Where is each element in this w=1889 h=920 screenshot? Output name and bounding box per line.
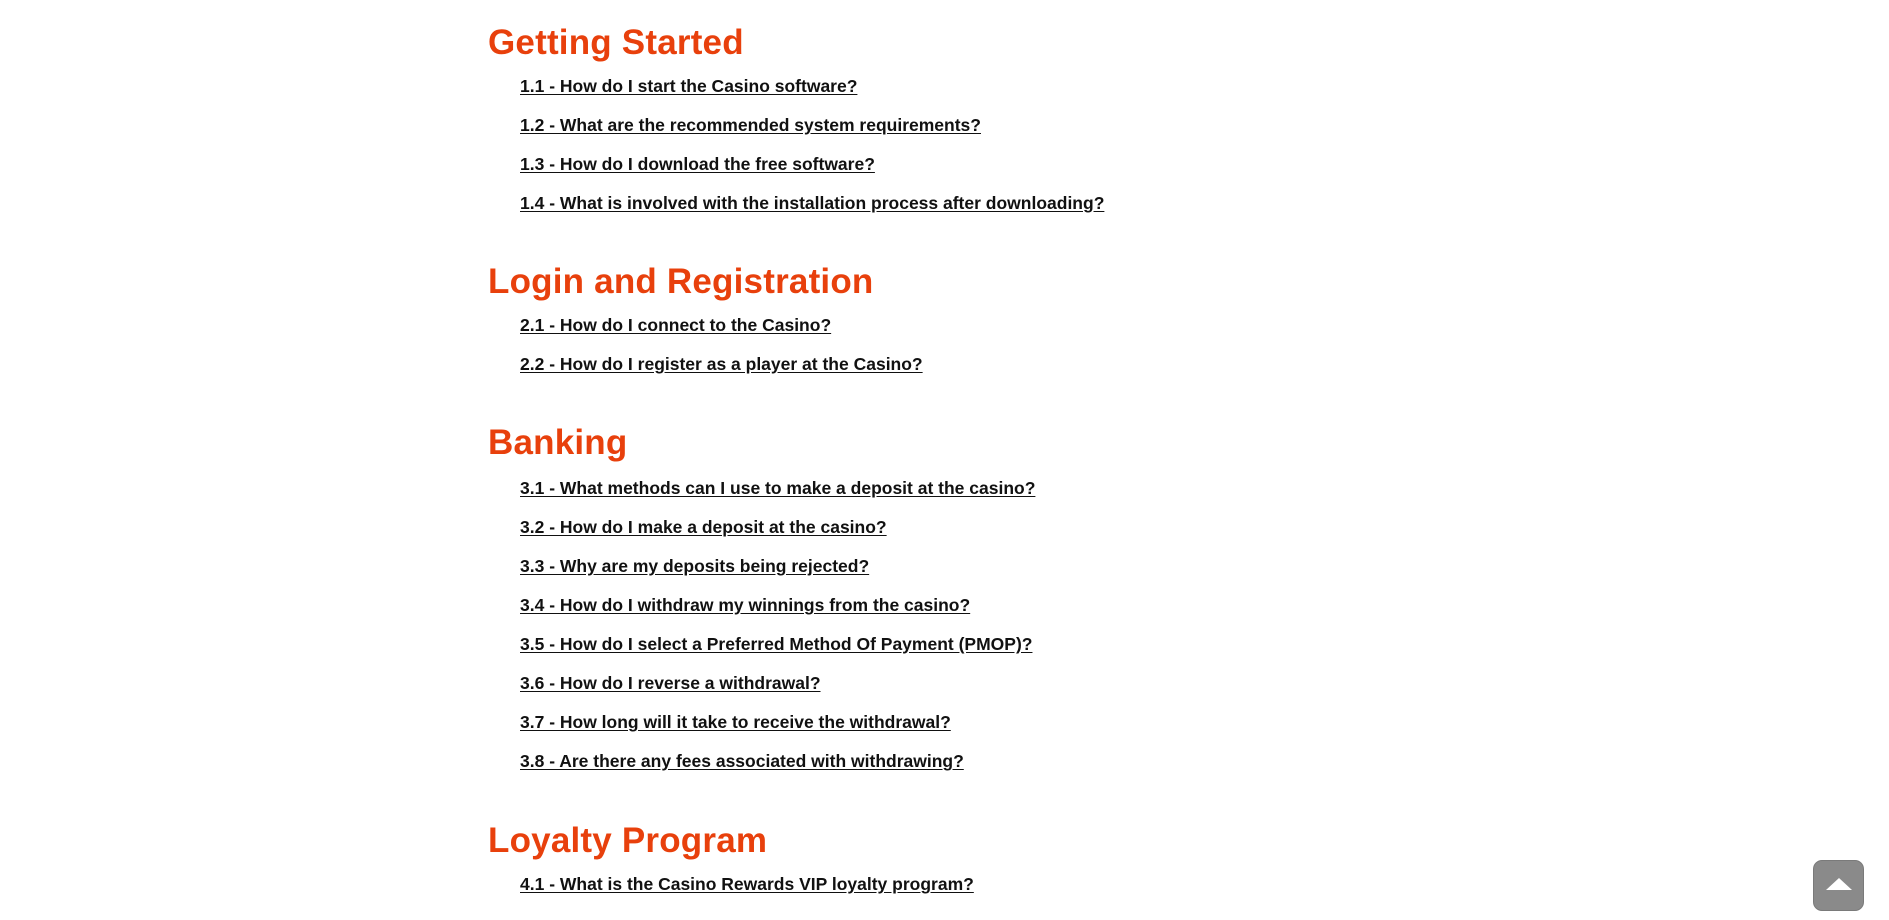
faq-link[interactable]: 3.6 - How do I reverse a withdrawal?	[520, 673, 821, 693]
faq-list	[488, 314, 1388, 392]
faq-list	[488, 75, 1388, 231]
list-item	[520, 633, 1388, 672]
scroll-to-top-button[interactable]	[1813, 860, 1864, 911]
list-item	[520, 153, 1388, 192]
faq-link[interactable]: 3.5 - How do I select a Preferred Method Of Payment (PMOP)?	[520, 634, 1033, 654]
faq-link[interactable]: 1.2 - What are the recommended system requirements?	[520, 115, 981, 135]
section-title: Banking	[488, 423, 628, 462]
section-loyalty-program	[488, 789, 1388, 912]
chevron-up-icon	[1826, 878, 1852, 890]
list-item	[520, 873, 1388, 912]
list-item	[520, 477, 1388, 516]
faq-link[interactable]: 1.1 - How do I start the Casino software?	[520, 76, 858, 96]
faq-link[interactable]: 3.8 - Are there any fees associated with withdrawing?	[520, 751, 964, 771]
faq-link[interactable]: 3.7 - How long will it take to receive the withdrawal?	[520, 712, 951, 732]
list-item	[520, 75, 1388, 114]
section-title: Getting Started	[488, 23, 744, 62]
list-item	[520, 555, 1388, 594]
faq-link[interactable]: 1.4 - What is involved with the installation process after downloading?	[520, 193, 1105, 213]
faq-list	[488, 873, 1388, 912]
faq-link[interactable]: 3.3 - Why are my deposits being rejected?	[520, 556, 870, 576]
section-banking	[488, 392, 1388, 789]
section-title: Login and Registration	[488, 262, 874, 301]
faq-link[interactable]: 3.1 - What methods can I use to make a deposit at the casino?	[520, 478, 1036, 498]
list-item	[520, 192, 1388, 231]
list-item	[520, 516, 1388, 555]
faq-link[interactable]: 3.4 - How do I withdraw my winnings from the casino?	[520, 595, 971, 615]
faq-link[interactable]: 2.2 - How do I register as a player at the Casino?	[520, 354, 923, 374]
faq-list	[488, 477, 1388, 789]
faq-link[interactable]: 2.1 - How do I connect to the Casino?	[520, 315, 832, 335]
list-item	[520, 672, 1388, 711]
faq-link[interactable]: 4.1 - What is the Casino Rewards VIP loyalty program?	[520, 874, 974, 894]
list-item	[520, 314, 1388, 353]
section-title: Loyalty Program	[488, 821, 768, 860]
list-item	[520, 711, 1388, 750]
section-getting-started	[488, 0, 1388, 231]
list-item	[520, 750, 1388, 789]
faq-link[interactable]: 3.2 - How do I make a deposit at the casino?	[520, 517, 887, 537]
list-item	[520, 594, 1388, 633]
list-item	[520, 353, 1388, 392]
list-item	[520, 114, 1388, 153]
faq-content	[488, 0, 1388, 912]
section-login-registration	[488, 231, 1388, 392]
faq-link[interactable]: 1.3 - How do I download the free software?	[520, 154, 875, 174]
